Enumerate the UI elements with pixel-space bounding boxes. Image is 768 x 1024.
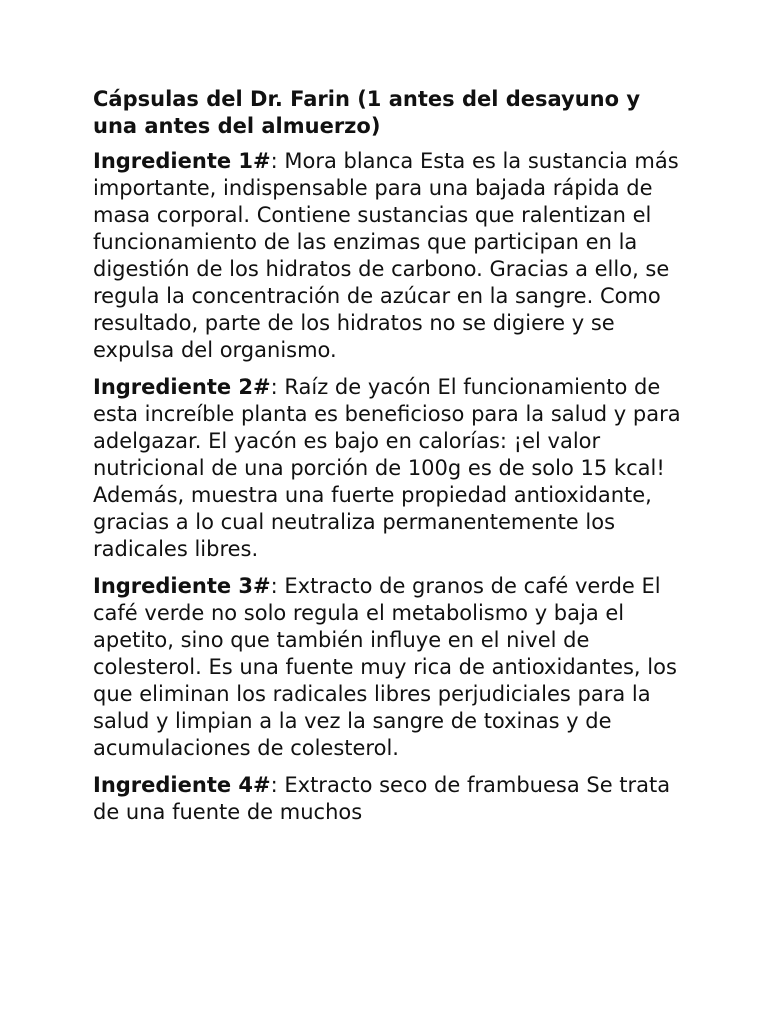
ingredient-3-label: Ingrediente 3# — [93, 574, 271, 598]
ingredient-4-paragraph — [93, 772, 683, 826]
ingredient-4-text: : Extracto seco de frambuesa Se trata de una fuente de muchos — [93, 773, 671, 824]
ingredient-1-label: Ingrediente 1# — [93, 149, 271, 173]
ingredient-3-text: : Extracto de granos de café verde El café verde no solo regula el metabolismo y baja el apetito, sino que también influye en el nivel de colesterol. Es una fuente muy rica de antioxidantes, los que eliminan los radicales libres perjudiciales para la salud y limpian a la vez la sangre de toxinas y de acumulaciones de colesterol. — [93, 574, 677, 760]
ingredient-2-label: Ingrediente 2# — [93, 375, 271, 399]
ingredient-4-label: Ingrediente 4# — [93, 773, 271, 797]
ingredient-2-paragraph — [93, 374, 683, 563]
ingredient-1-paragraph — [93, 148, 683, 364]
document-page — [93, 86, 683, 836]
ingredient-3-paragraph — [93, 573, 683, 762]
document-title: Cápsulas del Dr. Farin (1 antes del desayuno y una antes del almuerzo) — [93, 87, 641, 138]
ingredient-2-text: : Raíz de yacón El funcionamiento de esta increíble planta es beneficioso para la salud y para adelgazar. El yacón es bajo en calorías: ¡el valor nutricional de una porción de 100g es de solo 15 kcal! Además, muestra una fuerte propiedad antioxidante, gracias a lo cual neutraliza permanentemente los radicales libres. — [93, 375, 681, 561]
ingredient-1-text: : Mora blanca Esta es la sustancia más importante, indispensable para una bajada rápida de masa corporal. Contiene sustancias que ralentizan el funcionamiento de las enzimas que participan en la digestión de los hidratos de carbono. Gracias a ello, se regula la concentración de azúcar en la sangre. Como resultado, parte de los hidratos no se digiere y se expulsa del organismo. — [93, 149, 679, 362]
